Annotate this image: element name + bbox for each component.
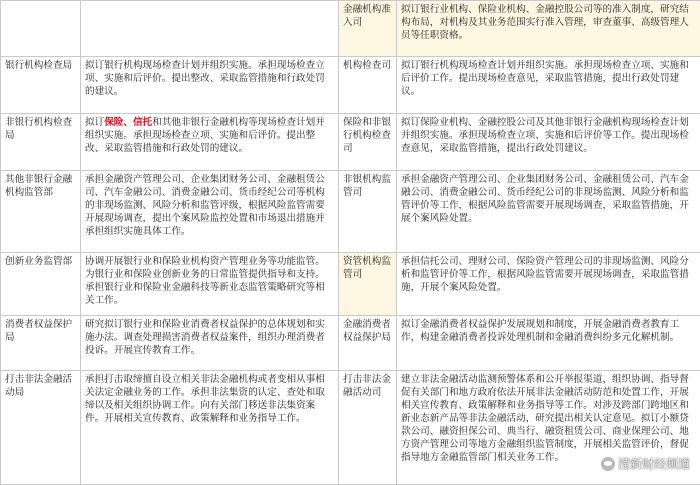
new-dept-cell: 非银机构监管司 bbox=[339, 171, 397, 253]
new-dept-cell: 资管机构监管司 bbox=[339, 253, 397, 316]
watermark bbox=[601, 455, 690, 472]
new-desc-cell: 承担信托公司、理财公司、保险资产管理公司的非现场监测、风险分析和监管评价等工作，根据风险监管需要开展现场调查，采取监管措施，开展个案风险处置。 bbox=[397, 253, 700, 316]
watermark-text: 滢新财经频道 bbox=[618, 455, 690, 472]
desc-text: 和其他非银行金融机构等现场检查计划并组织实施。承担现场检查立项、实施和后评价。提出整改、采取监管措施和行政处罚的建议。 bbox=[85, 117, 325, 154]
old-desc-cell: 研究拟订银行业和保险业消费者权益保护的总体规划和实施办法。调查处理损害消费者权益案件，组织办理消费者投诉。开展宣传教育工作。 bbox=[81, 316, 339, 371]
old-dept-cell: 创新业务监管部 bbox=[1, 253, 81, 316]
new-desc-cell: 拟订银行业机构、保险业机构、金融控股公司等的准入制度，研究结构布局，对机构及其业务范围实行准入管理，审查董事、高级管理人员等任职资格。 bbox=[397, 1, 700, 57]
table-row bbox=[1, 1, 700, 57]
new-desc-cell: 拟订银行机构现场检查计划并组织实施。承担现场检查立项、实施和后评价工作。提出现场检查意见，采取监管措施，提出行政处罚建议。 bbox=[397, 57, 700, 114]
new-dept-cell: 机构检查司 bbox=[339, 57, 397, 114]
wechat-icon bbox=[601, 457, 615, 471]
old-desc-cell bbox=[81, 114, 339, 171]
old-dept-cell bbox=[1, 1, 81, 57]
table-row bbox=[1, 316, 700, 371]
new-desc-cell: 拟订保险业机构、金融控股公司及其他非银行金融机构现场检查计划并组织实施。承担现场检查立项、实施和后评价等工作。提出现场检查意见，采取监管措施，提出行政处罚建议。 bbox=[397, 114, 700, 171]
old-dept-cell: 其他非银行金融机构监管部 bbox=[1, 171, 81, 253]
table-row bbox=[1, 171, 700, 253]
old-dept-cell: 消费者权益保护局 bbox=[1, 316, 81, 371]
table-row bbox=[1, 57, 700, 114]
new-desc-cell: 拟订金融消费者权益保护发展规划和制度，开展金融消费者教育工作，构建金融消费者投诉处理机制和金融消费纠纷多元化解机制。 bbox=[397, 316, 700, 371]
highlighted-text: 保险、信托 bbox=[104, 117, 152, 128]
new-dept-cell: 打击非法金融活动司 bbox=[339, 371, 397, 485]
new-desc-cell: 承担金融资产管理公司、企业集团财务公司、金融租赁公司、汽车金融公司、消费金融公司、货币经纪公司的非现场监测、风险分析和监管评价等工作，根据风险监管需要开展现场调查，采取监管措施，开展个案风险处置。 bbox=[397, 171, 700, 253]
desc-text: 拟订 bbox=[85, 117, 104, 128]
table-row bbox=[1, 114, 700, 171]
new-dept-cell: 金融消费者权益保护局 bbox=[339, 316, 397, 371]
old-desc-cell: 承担打击取缔擅自设立相关非法金融机构或者变相从事相关法定金融业务的工作。承担非法集资的认定、查处和取缔以及相关组织协调工作。向有关部门移送非法集资案件。开展相关宣传教育、政策解释和业务指导工作。 bbox=[81, 371, 339, 485]
new-dept-cell: 保险和非银行机构检查司 bbox=[339, 114, 397, 171]
old-desc-cell bbox=[81, 1, 339, 57]
table-row bbox=[1, 371, 700, 485]
old-dept-cell: 打击非法金融活动局 bbox=[1, 371, 81, 485]
old-desc-cell: 拟订银行机构现场检查计划并组织实施。承担现场检查立项、实施和后评价。提出整改、采取监管措施和行政处罚的建议。 bbox=[81, 57, 339, 114]
new-desc-cell: 建立非法金融活动监测预警体系和公开举报渠道，组织协调、指导督促有关部门和地方政府依法开展非法金融活动防范和处置工作，开展相关宣传教育、政策解释和业务指导等工作。对涉及跨部门跨地区和新业态新产品等非法金融活动，研究提出相关认定意见。拟订小额贷款公司、融资担保公司、典当行、融资租赁公司、商业保理公司、地方资产管理公司等地方金融组织监管制度，开展相关监管评价，督促指导地方金融监管部门相关业务工作。 bbox=[397, 371, 700, 485]
old-dept-cell: 非银行机构检查局 bbox=[1, 114, 81, 171]
old-desc-cell: 协调开展银行业和保险业机构资产管理业务等功能监管。为银行业和保险业创新业务的日常监管提供指导和支持。承担银行业和保险业金融科技等新业态监管策略研究等相关工作。 bbox=[81, 253, 339, 316]
old-dept-cell: 银行机构检查局 bbox=[1, 57, 81, 114]
old-desc-cell: 承担金融资产管理公司、企业集团财务公司、金融租赁公司、汽车金融公司、消费金融公司、货币经纪公司等机构的非现场监测、风险分析和监管评级，根据风险监管需要开展现场调查，提出个案风险监控处置和市场退出措施并承担组织实施具体工作。 bbox=[81, 171, 339, 253]
table-row bbox=[1, 253, 700, 316]
new-dept-cell: 金融机构准入司 bbox=[339, 1, 397, 57]
